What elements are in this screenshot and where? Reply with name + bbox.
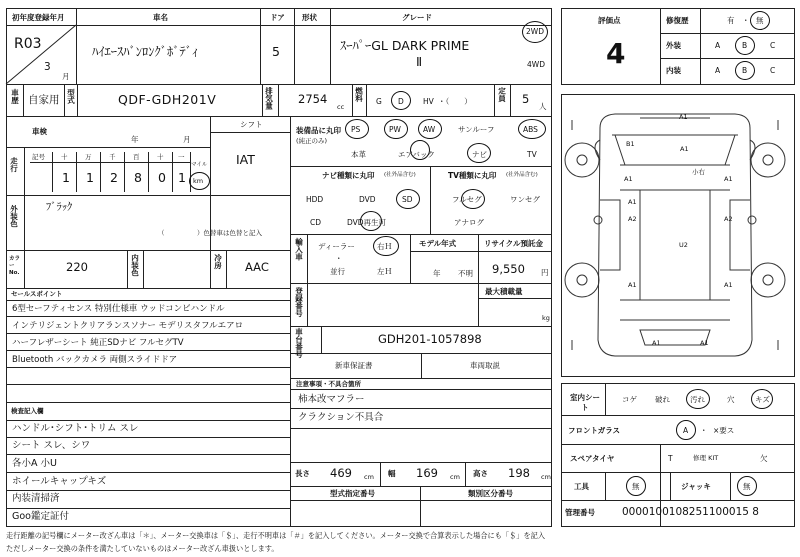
selling-line: インテリジェントクリアランスソナー モデリスタフルエアロ	[12, 321, 244, 331]
max-load-unit: kg	[542, 314, 550, 322]
damage-code: A1	[679, 113, 688, 121]
selling-line: ハーフレザーシート 純正SDナビ フルセグTV	[12, 338, 184, 348]
height-value: 198	[508, 466, 530, 480]
damage-code: B1	[626, 140, 635, 148]
damage-code: A1	[700, 339, 709, 347]
score-label: 評価点	[598, 16, 621, 25]
fuel-g: G	[376, 97, 382, 106]
inspector-label: 検査記入欄	[11, 407, 44, 415]
usage-value: 自家用	[28, 94, 60, 106]
equip-aw: AW	[423, 125, 436, 134]
exterior-label: 外装	[666, 41, 681, 50]
chassis-label: 車台番号	[294, 328, 304, 358]
model-year-label: モデル年式	[419, 239, 457, 248]
width-unit: cm	[450, 473, 460, 481]
equip-navi: ナビ	[472, 150, 487, 159]
aircon-label: 冷房	[213, 254, 223, 269]
import-label: 輸入車	[294, 238, 304, 261]
exterior-a: A	[715, 41, 721, 50]
type-spec-label: 型式指定番号	[330, 489, 375, 498]
color-no-value: 220	[66, 260, 88, 274]
notes-line: クラクション不具合	[298, 412, 384, 423]
model-year-year: 年	[433, 269, 441, 278]
exterior-b: B	[742, 41, 748, 50]
mileage-mile: マイル	[191, 162, 208, 168]
equipment-label: 装備品に丸印	[296, 126, 341, 135]
spare-kit: 修理 KIT	[693, 454, 719, 462]
capacity-label: 定員	[497, 87, 507, 102]
damage-code: A1	[724, 281, 733, 289]
tv-sub: (社外品含む)	[506, 172, 538, 178]
navi-label: ナビ種類に丸印	[322, 171, 375, 180]
recycle-label: リサイクル預託金	[484, 239, 543, 248]
capacity-value: 5	[522, 92, 530, 106]
navi-dvd: DVD	[359, 195, 376, 204]
equip-airbag: エアバック	[398, 150, 435, 159]
damage-code: A1	[652, 339, 661, 347]
inspector-line: ハンドル･シフト･トリム スレ	[12, 423, 139, 434]
spare-label: スペアタイヤ	[570, 454, 615, 463]
inspection-label: 車検	[32, 127, 47, 136]
jack-label: ジャッキ	[681, 482, 711, 491]
damage-code: A2	[724, 215, 733, 223]
notes-line: 柿本改マフラー	[298, 394, 365, 405]
navi-hdd: HDD	[306, 195, 324, 204]
displacement-unit: cc	[337, 103, 345, 111]
front-glass-a: A	[683, 426, 689, 435]
height-unit: cm	[541, 473, 551, 481]
tv-fullseg: フルセグ	[452, 195, 482, 204]
equip-sunroof: サンルーフ	[458, 125, 495, 134]
model-value: QDF-GDH201V	[118, 92, 217, 107]
damage-code: A1	[628, 281, 637, 289]
capacity-unit: 人	[539, 102, 547, 111]
mileage-digit: 0	[158, 170, 166, 185]
selling-line: 6型セーフティセンス 特別仕様車 ウッドコンビハンドル	[12, 304, 225, 314]
interior-c: C	[770, 66, 776, 75]
navi-dvdplay: DVD再生可	[347, 218, 387, 227]
equip-pw: PW	[389, 125, 401, 134]
exterior-c: C	[770, 41, 776, 50]
model-year-unknown: 不明	[458, 269, 473, 278]
tv-analog: アナログ	[454, 218, 484, 227]
mgmt-label: 管理番号	[565, 508, 595, 517]
height-label: 高さ	[473, 469, 488, 478]
seat-item: 汚れ	[690, 395, 705, 404]
fuel-label: 燃料	[354, 87, 364, 102]
shape-label: 形状	[302, 13, 317, 22]
import-dot: ・	[335, 254, 343, 263]
damage-code: A1	[624, 175, 633, 183]
width-label: 幅	[388, 469, 396, 478]
seat-label: 室内シート	[570, 393, 600, 412]
equipment-sub: (純正のみ)	[296, 137, 328, 145]
interior-a: A	[715, 66, 721, 75]
car-name-label: 車名	[153, 13, 168, 22]
mileage-unit: 十	[157, 153, 164, 161]
mileage-note: 記号	[32, 153, 45, 161]
manual: 車両取説	[470, 361, 500, 370]
repair-no: 無	[756, 16, 764, 25]
mileage-digit: 1	[178, 170, 186, 185]
inspector-line: 各小A 小U	[12, 458, 57, 469]
seat-item: コゲ	[622, 395, 637, 404]
usage-label: 車歴	[10, 89, 20, 104]
displacement-label: 排気量	[264, 87, 274, 110]
class-no-label: 類別区分番号	[468, 489, 513, 498]
color-value: ﾌﾞﾗｯｸ	[46, 201, 73, 213]
mileage-label: 走行	[9, 157, 19, 172]
mileage-unit: 一	[178, 153, 185, 161]
color-no-label: カラーNo.	[9, 256, 21, 277]
footer-note: ただしメーター交換の条件を満たしていないものはメーター改ざん車扱いとします。	[6, 544, 279, 553]
navi-cd: CD	[310, 218, 322, 227]
inspection-month: 月	[183, 135, 191, 144]
import-dealer: ディーラー	[318, 242, 355, 251]
equip-leather: 本革	[351, 150, 366, 159]
navi-sd: SD	[402, 195, 413, 204]
mileage-digit: 1	[62, 170, 70, 185]
reg-year-month: 3	[44, 61, 51, 73]
footer-note: 走行距離の記号欄にメーター改ざん車は「＊」、メーター交換車は「＄」、走行不明車は「＃」を記入してください。メーター交換で合算表示した場合にも「＄」を記入	[6, 531, 546, 540]
import-parallel: 並行	[330, 267, 345, 276]
chassis-value: GDH201-1057898	[378, 332, 482, 346]
door-label: ドア	[270, 13, 285, 22]
damage-code: A2	[628, 215, 637, 223]
mileage-digit: 2	[110, 170, 118, 185]
fuel-d: D	[398, 97, 404, 106]
damage-code: U2	[679, 241, 688, 249]
grade-line2: Ⅱ	[416, 54, 423, 69]
front-glass-dot: ・	[700, 426, 708, 435]
grade-line1: ｽｰﾊﾟｰGL DARK PRIME	[340, 38, 470, 53]
new-car-cert: 新車保証書	[335, 361, 373, 370]
aircon-value: AAC	[245, 260, 269, 274]
tv-label: TV種類に丸印	[448, 171, 497, 180]
seat-item: 破れ	[655, 395, 670, 404]
seat-item: 穴	[727, 395, 735, 404]
reg-year-month-unit: 月	[62, 72, 70, 81]
mileage-unit: 十	[61, 153, 68, 161]
repair-dot: ・	[742, 16, 750, 25]
inspector-line: 内装清掃済	[12, 493, 60, 504]
fuel-hv: HV	[423, 97, 434, 106]
mileage-unit: 万	[85, 153, 92, 161]
mileage-unit: 百	[133, 153, 140, 161]
tv-oneseg: ワンセグ	[510, 195, 540, 204]
grade-label: グレード	[402, 13, 432, 22]
max-load-label: 最大積載量	[485, 287, 523, 296]
spare-t: T	[668, 454, 673, 463]
import-left: 左Ｈ	[377, 267, 392, 276]
tools-label: 工具	[574, 482, 589, 491]
inspection-year: 年	[131, 135, 139, 144]
mileage-digit: 8	[134, 170, 142, 185]
length-unit: cm	[364, 473, 374, 481]
damage-code: A1	[628, 198, 637, 206]
spare-none: 欠	[760, 454, 768, 463]
inspector-line: Goo鑑定証付	[12, 511, 69, 522]
displacement-value: 2754	[298, 92, 328, 106]
repair-yes: 有	[727, 16, 735, 25]
equip-tv: TV	[527, 150, 537, 159]
notes-label: 注意事項・不具合箇所	[296, 380, 361, 388]
model-label: 型式	[66, 89, 76, 104]
interior-label: 内装	[666, 66, 681, 75]
front-glass-x: ×要ス	[713, 426, 735, 435]
selling-line: Bluetooth バックカメラ 両側スライドドア	[12, 355, 178, 365]
damage-code: 小右	[692, 168, 705, 176]
tools-value: 無	[632, 482, 640, 491]
repair-label: 修復歴	[666, 16, 689, 25]
inspector-line: ホイールキャップキズ	[12, 476, 107, 487]
equip-abs: ABS	[523, 125, 538, 134]
seat-item: キズ	[755, 395, 770, 404]
interior-b: B	[742, 66, 748, 75]
reg-year-era: R03	[14, 36, 42, 52]
front-glass-label: フロントガラス	[568, 426, 621, 435]
damage-code: A1	[680, 145, 689, 153]
int-color-label: 内装色	[130, 254, 140, 277]
length-label: 長さ	[295, 469, 310, 478]
mgmt-value: 0000100108251100015 8	[622, 506, 759, 518]
jack-value: 無	[743, 482, 751, 491]
equip-ps: PS	[351, 125, 361, 134]
car-name-value: ﾊｲｴｰｽﾊﾞﾝﾛﾝｸﾞﾎﾞﾃﾞｨ	[92, 44, 199, 59]
score-value: 4	[606, 37, 626, 70]
mileage-digit: 1	[86, 170, 94, 185]
color-label: 外装色	[9, 205, 19, 228]
mileage-km: km	[193, 177, 204, 185]
length-value: 469	[330, 466, 352, 480]
drive-4wd: 4WD	[527, 60, 545, 69]
reg-year-label: 初年度登録年月	[12, 13, 65, 22]
fuel-paren: ・（ ）	[438, 97, 472, 106]
navi-sub: (社外品含む)	[384, 172, 416, 178]
selling-label: セールスポイント	[11, 290, 63, 298]
drive-2wd: 2WD	[526, 27, 544, 36]
inspector-line: シート スレ、シワ	[12, 440, 91, 451]
door-value: 5	[272, 44, 280, 59]
mileage-unit: 千	[109, 153, 116, 161]
import-right: 右Ｈ	[377, 242, 392, 251]
damage-code: A1	[724, 175, 733, 183]
recycle-unit: 円	[541, 268, 549, 277]
shift-value: IAT	[236, 152, 255, 167]
width-value: 169	[416, 466, 438, 480]
shift-label: シフト	[240, 120, 263, 129]
recycle-value: 9,550	[492, 262, 525, 276]
reg-no-label: 登録番号	[294, 287, 304, 317]
color-note: （ ）色替車は色替と記入	[158, 229, 262, 237]
